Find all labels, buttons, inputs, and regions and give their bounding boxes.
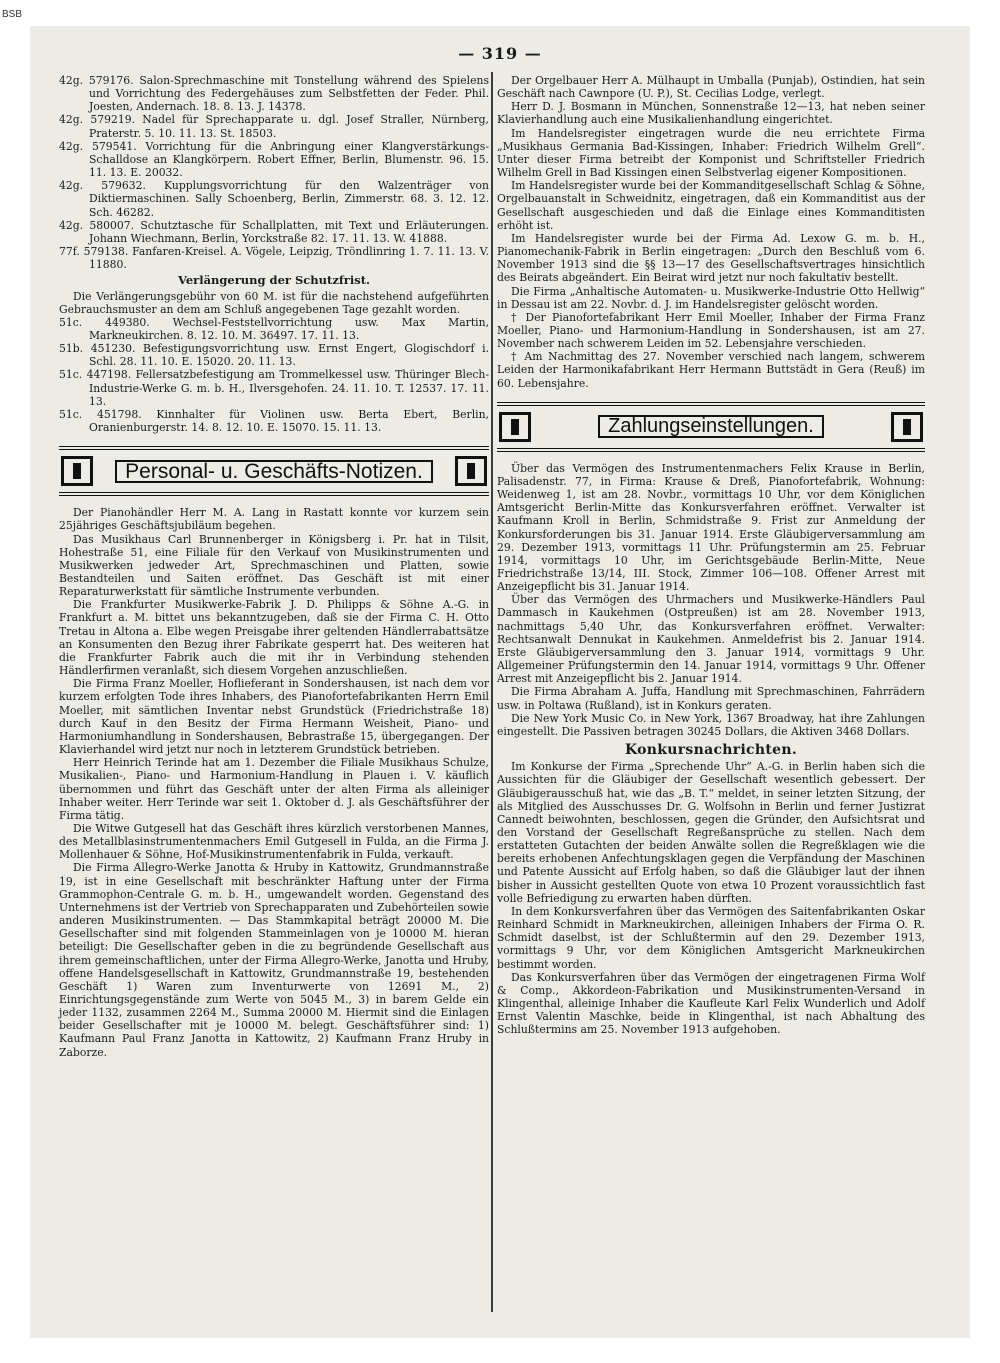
notice-list [497, 74, 925, 390]
banner-title: Personal- u. Geschäfts-Notizen. [115, 460, 433, 483]
payment-notice: Über das Vermögen des Uhrmachers und Musikwerke-Händlers Paul Dammasch in Kaukehmen (Ostpreußen) ist am 28. November 1913, nachmittags 5,40 Uhr, das Konkursverfahren eröffnet. Verwalter: Rechtsanwalt Dennukat in Kaukehmen. Anmeldefrist bis 2. Januar 1914. Erste Gläubigerversammlung den 3. Januar 1914, vormittags 9 Uhr. Allgemeiner Prüfungstermin den 14. Januar 1914, vormittags 9 Uhr. Offener Arrest mit Anzeigepflicht bis 2. Januar 1914. [497, 593, 925, 686]
notice-list [59, 506, 489, 1059]
newspaper-page [30, 26, 970, 1338]
patent-entry: 42g. 579219. Nadel für Sprechapparate u. dgl. Josef Straller, Nürnberg, Praterstr. 5. 10. 11. 13. St. 18503. [59, 113, 489, 140]
banner-title: Zahlungseinstellungen. [598, 415, 824, 438]
patent-entry: 42g. 579632. Kupplungsvorrichtung für den Walzenträger von Diktiermaschinen. Sally Schoenberg, Berlin, Zimmerstr. 68. 3. 12. 12. Sch. 46282. [59, 179, 489, 219]
notice-paragraph: Die Firma „Anhaltische Automaten- u. Musikwerke-Industrie Otto Hellwig“ in Dessau ist am 22. Novbr. d. J. im Handelsregister gelöscht worden. [497, 284, 925, 311]
patent-entry: 42g. 579176. Salon-Sprechmaschine mit Tonstellung während des Spielens und Vorrichtung des Federgehäuses zum Selbstfetten der Feder. Phil. Joesten, Andernach. 18. 8. 13. J. 14378. [59, 74, 489, 114]
payment-notice: Die New York Music Co. in New York, 1367 Broadway, hat ihre Zahlungen eingestellt. Die Passiven betragen 30245 Dollars, die Aktiven 3468 Dollars. [497, 711, 925, 738]
notice-paragraph: Die Firma Franz Moeller, Hoflieferant in Sondershausen, ist nach dem vor kurzem erfolgten Tode ihres Inhabers, des Pianofortefabrikanten Herrn Emil Moeller, mit sämtlichen Inventar nebst Grundstück (Friedrichstraße 18) durch Kauf in den Besitz der Firma Hermann Weisheit, Piano- und Harmoniumhandlung in Sondershausen, Bebrastraße 15, übergegangen. Der Klavierhandel wird jetzt nur noch in letzterem Grundstück betrieben. [59, 677, 489, 757]
notice-paragraph: Das Musikhaus Carl Brunnenberger in Königsberg i. Pr. hat in Tilsit, Hohestraße 51, eine Filiale für den Verkauf von Musikinstrumenten und Musikwerken jedweder Art, Sprechmaschinen und Platten, sowie Bestandteilen und Saiten eröffnet. Das Geschäft ist mit einer Reparaturwerkstatt für sämtliche Instrumente verbunden. [59, 532, 489, 599]
ornament-icon [499, 412, 531, 442]
notice-paragraph: † Der Pianofortefabrikant Herr Emil Moeller, Inhaber der Firma Franz Moeller, Piano- und Harmonium-Handlung in Sondershausen, ist am 27. November nach schwerem Leiden im 52. Lebensjahre verschieden. [497, 310, 925, 351]
library-stamp: BSB [2, 9, 23, 20]
payment-notice-list [497, 462, 925, 738]
left-column [59, 74, 489, 1059]
notice-paragraph: Die Witwe Gutgesell hat das Geschäft ihres kürzlich verstorbenen Mannes, des Metallblasinstrumentenmachers Emil Gutgesell in Fulda, an die Firma J. Mollenhauer & Söhne, Hof-Musikinstrumentenfabrik in Fulda, verkauft. [59, 821, 489, 862]
page-number: — 319 — [458, 44, 542, 63]
notice-paragraph: Im Handelsregister wurde bei der Firma Ad. Lexow G. m. b. H., Pianomechanik-Fabrik in Berlin eingetragen: „Durch den Beschluß vom 6. November 1913 sind die §§ 13—17 des Gesellschaftsvertrages hinsichtlich des Beirats abgeändert. Ein Beirat wird jetzt nur noch fakultativ bestellt. [497, 231, 925, 285]
patent-list [59, 74, 489, 271]
notice-paragraph: Herr D. J. Bosmann in München, Sonnenstraße 12—13, hat neben seiner Klavierhandlung auch eine Musikalienhandlung eingerichtet. [497, 100, 925, 127]
patent-entry: 77f. 579138. Fanfaren-Kreisel. A. Vögele, Leipzig, Tröndlinring 1. 7. 11. 13. V. 11880. [59, 245, 489, 272]
extension-entry: 51c. 447198. Fellersatzbefestigung am Trommelkessel usw. Thüringer Blech-Industrie-Werke G. m. b. H., Ilversgehofen. 24. 11. 10. T. 12537. 17. 11. 13. [59, 368, 489, 408]
ornament-icon [61, 456, 93, 486]
extension-entry: 51c. 449380. Wechsel-Feststellvorrichtung usw. Max Martin, Markneukirchen. 8. 12. 10. M. 36497. 17. 11. 13. [59, 315, 489, 342]
payment-notice: Die Firma Abraham A. Juffa, Handlung mit Sprechmaschinen, Fahrrädern usw. in Poltawa (Rußland), ist in Konkurs geraten. [497, 685, 925, 712]
bankruptcy-notice: In dem Konkursverfahren über das Vermögen des Saitenfabrikanten Oskar Reinhard Schmidt in Markneukirchen, alleinigen Inhabers der Firma O. R. Schmidt daselbst, ist der Schlußtermin auf den 29. Dezember 1913, vormittags 9 Uhr, vor dem Königlichen Amtsgericht Markneukirchen bestimmt worden. [497, 904, 925, 971]
bankruptcy-notice: Im Konkurse der Firma „Sprechende Uhr“ A.-G. in Berlin haben sich die Aussichten für die Gläubiger der Gesellschaft wesentlich gebessert. Der Gläubigerausschuß hat, wie das „B. T.“ meldet, in seiner letzten Sitzung, der als Mitglied des Ausschusses Dr. G. Wolfsohn in Berlin und ferner Justizrat Cannedt beiwohnten, beschlossen, gegen die Gründer, den Aufsichtsrat und den Vorstand der Gesellschaft Regreßansprüche zu stellen. Nach dem erstatteten Gutachten der beiden Anwälte sollen die Regreßklagen wie die bereits erhobenen Anfechtungsklagen gegen die Verpfändung der Maschinen und Patente Aussicht auf Erfolg haben, so daß die Gläubiger laut der ihnen bisher in Aussicht gestellten Quote von etwa 10 Prozent voraussichtlich fast volle Befriedigung zu erwarten haben dürften. [497, 760, 925, 905]
notice-paragraph: Die Frankfurter Musikwerke-Fabrik J. D. Philipps & Söhne A.-G. in Frankfurt a. M. bittet uns bekanntzugeben, daß sie der Firma C. H. Otto Tretau in Altona a. Elbe wegen Preisgabe ihrer geltenden Händlerrabattsätze an Konsumenten den Bezug ihrer Fabrikate gesperrt hat. Des weiteren hat die Frankfurter Fabrik auch die mit ihr in Verbindung stehenden Händlerfirmen veranlaßt, sich diesem Vorgehen anzuschließen. [59, 598, 489, 678]
notice-paragraph: Der Orgelbauer Herr A. Mülhaupt in Umballa (Punjab), Ostindien, hat sein Geschäft nach Cawnpore (U. P.), St. Cecilias Lodge, verlegt. [497, 74, 925, 101]
bankruptcy-notice-list [497, 760, 925, 1036]
patent-entry: 42g. 580007. Schutztasche für Schallplatten, mit Text und Erläuterungen. Johann Wiechmann, Berlin, Yorckstraße 82. 17. 11. 13. W. 41888. [59, 218, 489, 245]
extension-intro: Die Verlängerungsgebühr von 60 M. ist für die nachstehend aufgeführten Gebrauchsmuster an dem am Schluß angegebenen Tage gezahlt worden. [59, 289, 489, 316]
notice-paragraph: Der Pianohändler Herr M. A. Lang in Rastatt konnte vor kurzem sein 25jähriges Geschäftsjubiläum begehen. [59, 506, 489, 533]
extension-entry: 51b. 451230. Befestigungsvorrichtung usw. Ernst Engert, Glogischdorf i. Schl. 28. 11. 10. E. 15020. 20. 11. 13. [59, 342, 489, 369]
right-column [497, 74, 925, 1036]
extension-entry: 51c. 451798. Kinnhalter für Violinen usw. Berta Ebert, Berlin, Oranienburgerstr. 14. 8. 12. 10. E. 15070. 15. 11. 13. [59, 407, 489, 435]
notice-paragraph: Im Handelsregister wurde bei der Kommanditgesellschaft Schlag & Söhne, Orgelbauanstalt in Schweidnitz, eingetragen, daß ein Kommanditist aus der Gesellschaft ausgeschieden und daß die Einlage eines Kommanditisten erhöht ist. [497, 179, 925, 232]
extension-heading: Verlängerung der Schutzfrist. [177, 273, 371, 288]
ornament-icon [891, 412, 923, 442]
ornament-icon [455, 456, 487, 486]
section-banner-payments [497, 402, 925, 452]
notice-paragraph: † Am Nachmittag des 27. November verschied nach langem, schwerem Leiden der Harmonikafabrikant Herr Hermann Buttstädt in Gera (Reuß) im 60. Lebensjahre. [497, 350, 925, 390]
column-divider [491, 72, 493, 1312]
bankruptcy-heading: Konkursnachrichten. [625, 742, 797, 759]
notice-paragraph: Die Firma Allegro-Werke Janotta & Hruby in Kattowitz, Grundmannstraße 19, ist in eine Gesellschaft mit beschränkter Haftung unter der Firma Grammophon-Centrale G. m. b. H., umgewandelt worden. Gegenstand des Unternehmens ist der Vertrieb von Sprechapparaten und Zubehörteilen sowie anderen Musikinstrumenten. — Das Stammkapital beträgt 20000 M. Die Gesellschafter sind mit folgenden Stammeinlagen von je 10000 M. hieran beteiligt: Die Gesellschafter geben in die zu begründende Gesellschaft aus ihrem gemeinschaftlichen, unter der Firma Allegro-Werke, Janotta und Hruby, offene Handelsgesellschaft in Kattowitz, Grundmannstraße 19, bestehenden Geschäft 1) Waren zum Inventurwerte von 12691 M., 2) Einrichtungsgegenstände zum Werte von 5045 M., 3) in barem Gelde ein jeder 1132, zusammen 2264 M., Summa 20000 M. Hiermit sind die Einlagen beider Gesellschafter mit je 10000 M. belegt. Geschäftsführer sind: 1) Kaufmann Paul Franz Janotta in Kattowitz, 2) Kaufmann Franz Hruby in Zaborze. [59, 861, 489, 1059]
extension-list [59, 316, 489, 434]
notice-paragraph: Herr Heinrich Terinde hat am 1. Dezember die Filiale Musikhaus Schulze, Musikalien-, Piano- und Harmonium-Handlung in Plauen i. V. käuflich übernommen und führt das Geschäft unter der alten Firma als alleiniger Inhaber weiter. Herr Terinde war seit 1. Oktober d. J. als Geschäftsführer der Firma tätig. [59, 756, 489, 822]
patent-entry: 42g. 579541. Vorrichtung für die Anbringung einer Klangverstärkungs-Schalldose an Klangkörpern. Robert Effner, Berlin, Blumenstr. 96. 15. 11. 13. E. 20032. [59, 139, 489, 180]
notice-paragraph: Im Handelsregister eingetragen wurde die neu errichtete Firma „Musikhaus Germania Bad-Kissingen, Inhaber: Friedrich Wilhelm Grell“. Unter dieser Firma betreibt der Komponist und Schriftsteller Friedrich Wilhelm Grell in Bad Kissingen einen Selbstverlag eigener Kompositionen. [497, 126, 925, 180]
bankruptcy-notice: Das Konkursverfahren über das Vermögen der eingetragenen Firma Wolf & Comp., Akkordeon-Fabrikation und Musikinstrumenten-Versand in Klingenthal, alleinige Inhaber die Kaufleute Karl Felix Wunderlich und Adolf Ernst Valentin Maschke, beide in Klingenthal, ist nach Abhaltung des Schlußtermins am 25. November 1913 aufgehoben. [497, 970, 925, 1037]
section-banner-personal [59, 446, 489, 496]
payment-notice: Über das Vermögen des Instrumentenmachers Felix Krause in Berlin, Palisadenstr. 77, in Firma: Krause & Dreß, Pianofortefabrik, Wohnung: Weidenweg 1, ist am 28. Novbr., vormittags 10 Uhr, vor dem Königlichen Amtsgericht Berlin-Mitte das Konkursverfahren eröffnet. Verwalter ist Kaufmann Kroll in Berlin, Schmidstraße 9. Frist zur Anmeldung der Konkursforderungen bis 31. Januar 1914. Erste Gläubigerversammlung am 29. Dezember 1913, vormittags 11 Uhr. Prüfungstermin am 25. Februar 1914, vormittags 10 Uhr, im Gerichtsgebäude Berlin-Mitte, Neue Friedrichstraße 13/14, III. Stock, Zimmer 106—108. Offener Arrest mit Anzeigepflicht bis 31. Januar 1914. [497, 461, 925, 594]
